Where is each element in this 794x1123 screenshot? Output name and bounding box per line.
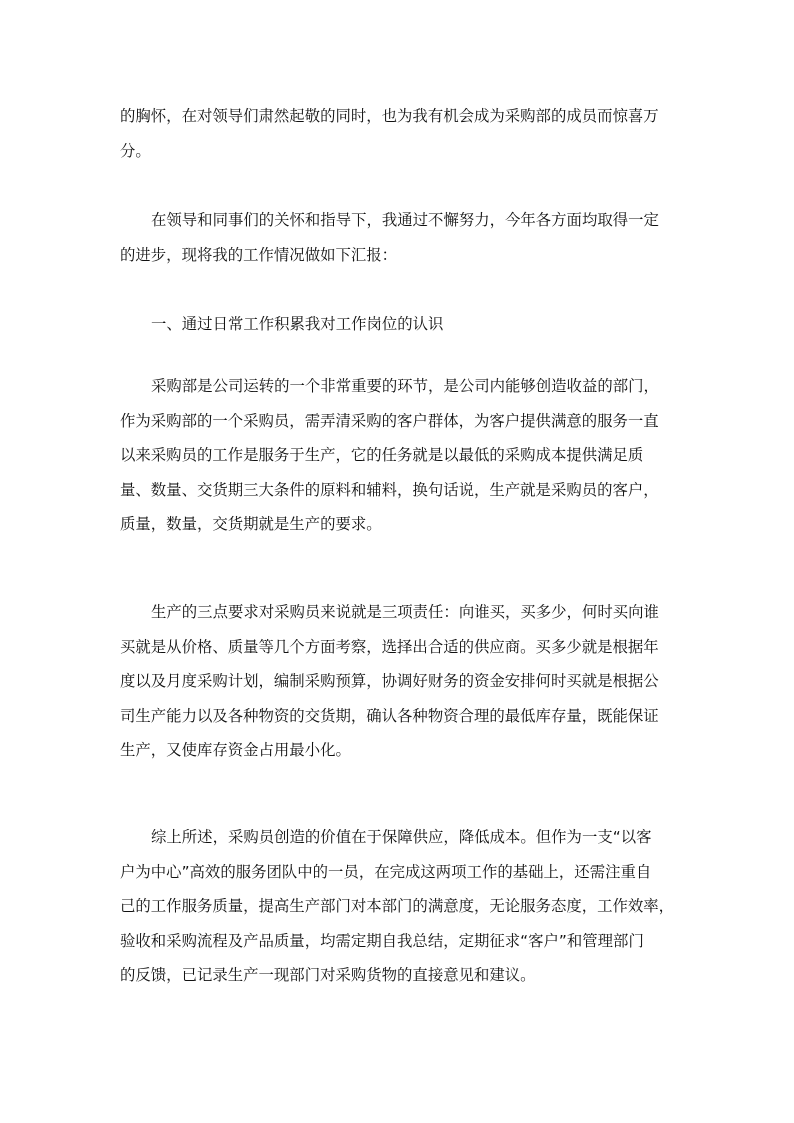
paragraph: [120, 595, 676, 768]
text-line: 综上所述，采购员创造的价值在于保障供应，降低成本。但作为一支“以客: [151, 828, 652, 846]
text-line: 验收和采购流程及产品质量，均需定期自我总结，定期征求“客户”和管理部门: [120, 931, 644, 950]
text-line: 一、通过日常工作积累我对工作岗位的认识: [151, 315, 444, 333]
text-line: 户为中心”高效的服务团队中的一员，在完成这两项工作的基础上，还需注重自: [120, 862, 652, 881]
text-line: 采购部是公司运转的一个非常重要的环节，是公司内能够创造收益的部门，: [151, 377, 659, 395]
text-line: 在领导和同事们的关怀和指导下，我通过不懈努力，今年各方面均取得一定: [151, 211, 659, 229]
text-line: 量、数量、交货期三大条件的原料和辅料，换句话说，生产就是采购员的客户，: [120, 480, 659, 499]
paragraph: [120, 99, 676, 168]
text-line: 质量，数量，交货期就是生产的要求。: [120, 515, 382, 534]
text-line: 的反馈，已记录生产一现部门对采购货物的直接意见和建议。: [120, 966, 536, 985]
text-line: 度以及月度采购计划，编制采购预算，协调好财务的资金安排何时买就是根据公: [120, 672, 659, 691]
text-line: 生产的三点要求对采购员来说就是三项责任：向谁买，买多少，何时买向谁: [151, 603, 659, 621]
text-line: 买就是从价格、质量等几个方面考察，选择出合适的供应商。买多少就是根据年: [120, 637, 659, 656]
paragraph: [120, 369, 676, 542]
paragraph: [120, 820, 676, 993]
paragraph: [120, 203, 676, 272]
text-line: 的胸怀，在对领导们肃然起敬的同时，也为我有机会成为采购部的成员而惊喜万: [120, 107, 659, 125]
text-line: 作为采购部的一个采购员，需弄清采购的客户群体，为客户提供满意的服务一直: [120, 411, 659, 430]
text-line: 生产，又使库存资金占用最小化。: [120, 741, 351, 760]
text-line: 的进步，现将我的工作情况做如下汇报：: [120, 245, 398, 264]
text-line: 分。: [120, 141, 151, 160]
section-heading: [120, 307, 676, 342]
text-line: 以来采购员的工作是服务于生产，它的任务就是以最低的采购成本提供满足质: [120, 446, 644, 465]
text-line: 司生产能力以及各种物资的交货期，确认各种物资合理的最低库存量，既能保证: [120, 706, 659, 725]
text-line: 己的工作服务质量，提高生产部门对本部门的满意度，无论服务态度，工作效率，: [120, 897, 675, 916]
